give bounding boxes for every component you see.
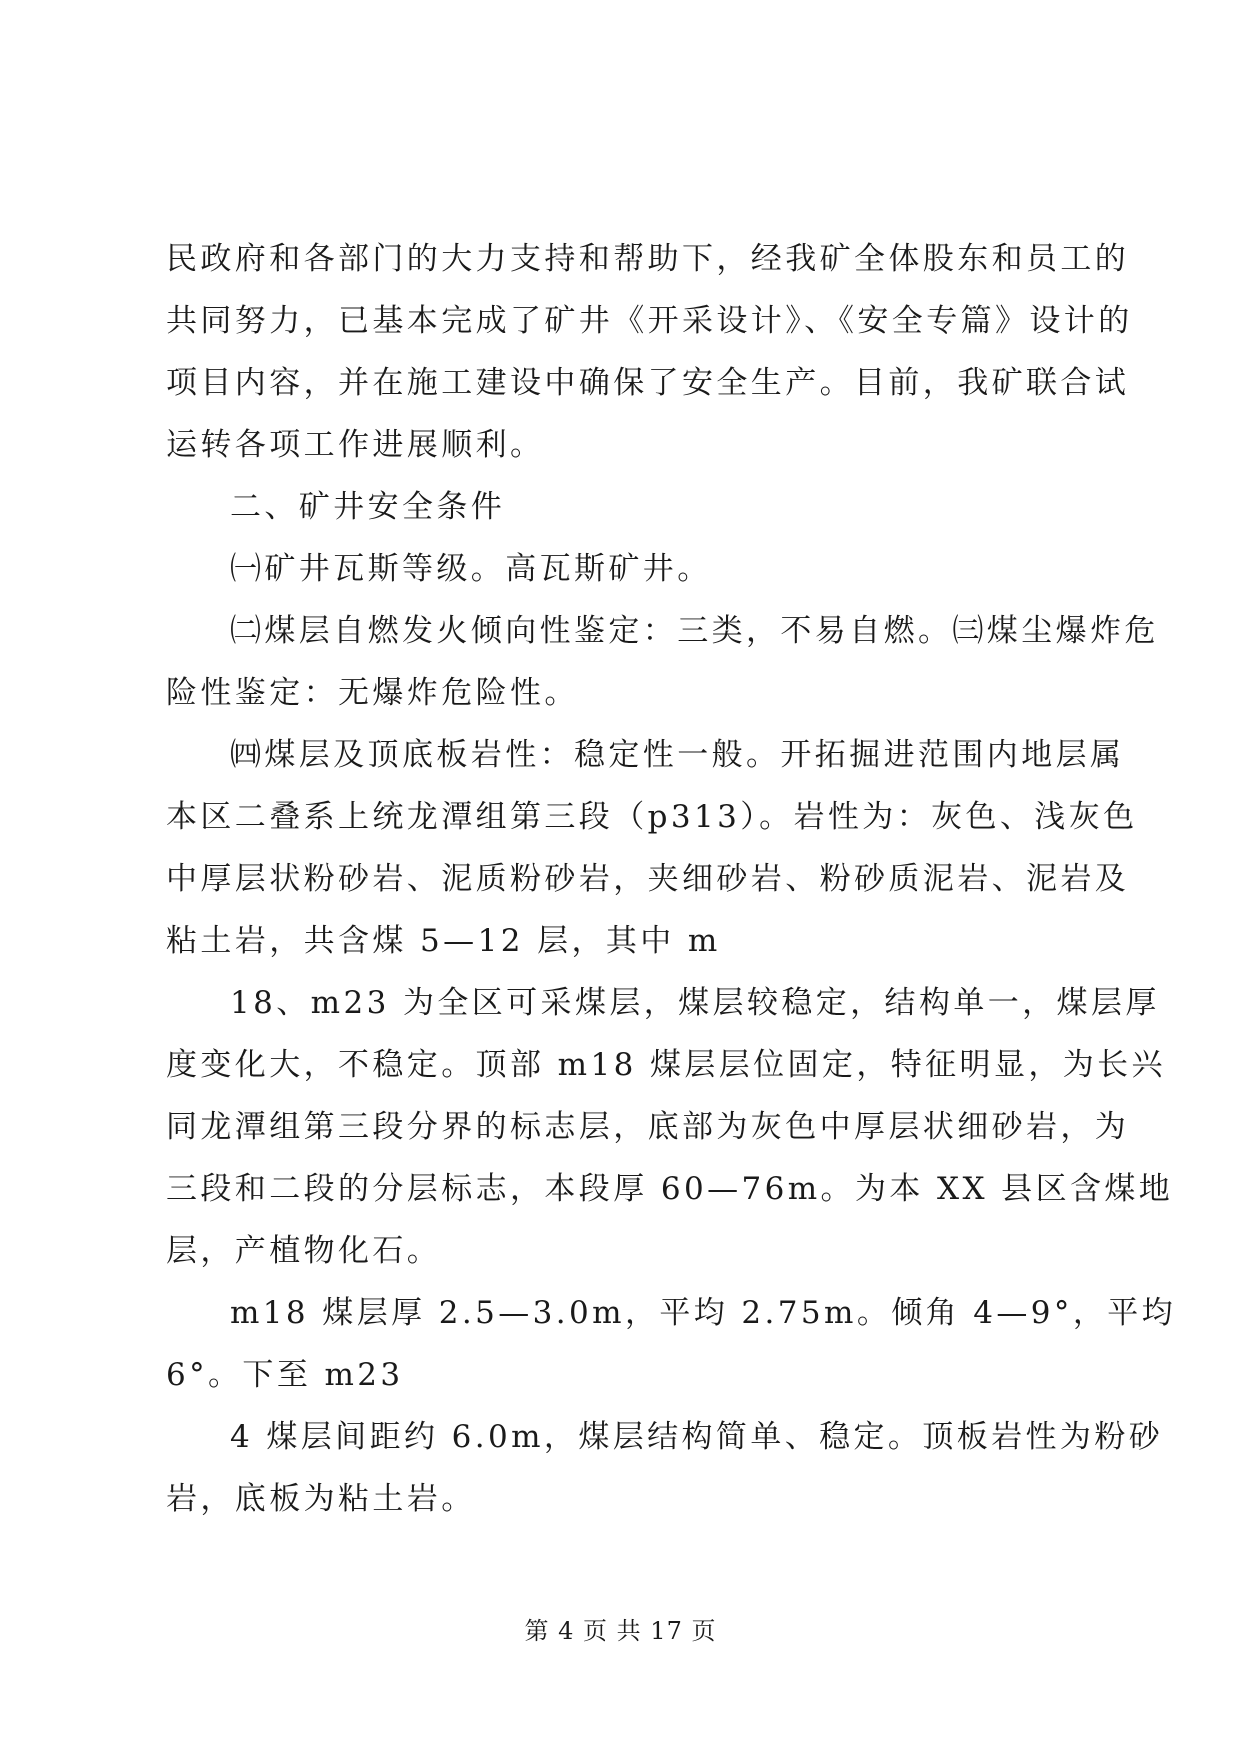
text-line: 粘土岩，共含煤 5—12 层，其中 m bbox=[166, 923, 721, 959]
text-line: 民政府和各部门的大力支持和帮助下，经我矿全体股东和员工的 bbox=[166, 241, 1130, 277]
text-line: 度变化大，不稳定。顶部 m18 煤层层位固定，特征明显，为长兴 bbox=[166, 1047, 1166, 1083]
text-line: 本区二叠系上统龙潭组第三段（p313）。岩性为：灰色、浅灰色 bbox=[166, 799, 1138, 835]
page-footer: 第 4 页 共 17 页 bbox=[524, 1617, 717, 1645]
text-line: ㈠矿井瓦斯等级。高瓦斯矿井。 bbox=[230, 551, 712, 587]
text-line: ㈡煤层自燃发火倾向性鉴定：三类，不易自燃。㈢煤尘爆炸危 bbox=[230, 613, 1159, 649]
text-line: ㈣煤层及顶底板岩性：稳定性一般。开拓掘进范围内地层属 bbox=[230, 737, 1125, 773]
text-line: 4 煤层间距约 6.0m，煤层结构简单、稳定。顶板岩性为粉砂 bbox=[230, 1419, 1164, 1455]
text-line: 项目内容，并在施工建设中确保了安全生产。目前，我矿联合试 bbox=[166, 365, 1130, 401]
text-line: 运转各项工作进展顺利。 bbox=[166, 427, 545, 463]
text-line: 险性鉴定：无爆炸危险性。 bbox=[166, 675, 579, 711]
text-line: 6°。下至 m23 bbox=[166, 1357, 404, 1393]
text-line: 共同努力，已基本完成了矿井《开采设计》、《安全专篇》设计的 bbox=[166, 303, 1133, 339]
text-line: m18 煤层厚 2.5—3.0m，平均 2.75m。倾角 4—9°，平均 bbox=[230, 1295, 1177, 1331]
text-line: 中厚层状粉砂岩、泥质粉砂岩，夹细砂岩、粉砂质泥岩、泥岩及 bbox=[166, 861, 1130, 897]
body-text bbox=[166, 228, 1177, 1530]
text-line: 三段和二段的分层标志，本段厚 60—76m。为本 XX 县区含煤地 bbox=[166, 1171, 1174, 1207]
text-line: 18、m23 为全区可采煤层，煤层较稳定，结构单一，煤层厚 bbox=[230, 985, 1160, 1021]
text-line: 岩，底板为粘土岩。 bbox=[166, 1481, 476, 1517]
text-line: 同龙潭组第三段分界的标志层，底部为灰色中厚层状细砂岩，为 bbox=[166, 1109, 1130, 1145]
text-line: 层，产植物化石。 bbox=[166, 1233, 442, 1269]
section-heading: 二、矿井安全条件 bbox=[230, 489, 506, 525]
